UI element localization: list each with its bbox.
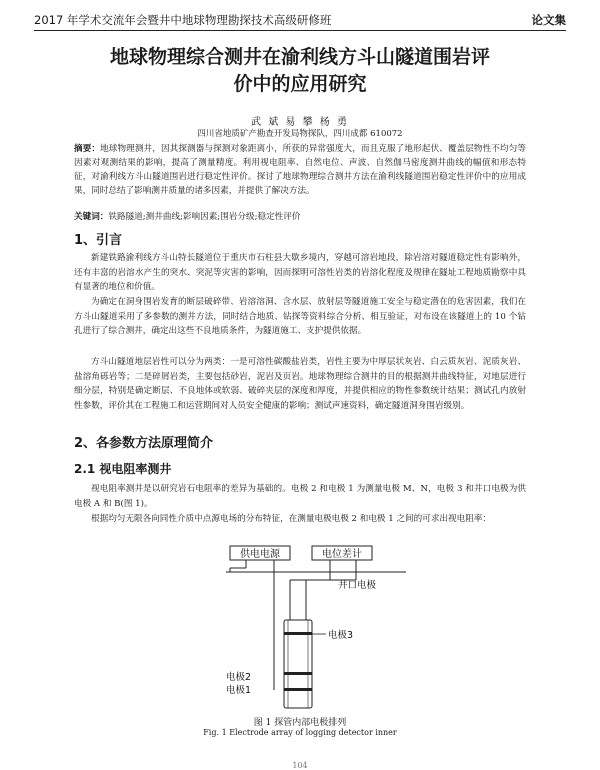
electrode-3-label: 电极3 xyxy=(328,630,354,641)
page-number: 104 xyxy=(292,761,308,770)
section-2-heading: 2、各参数方法原理简介 xyxy=(74,436,214,451)
section-1-paragraph-2: 为确定在洞身围岩发育的断层破碎带、岩溶溶洞、含水层、放射层等隧道施工安全与稳定潜在的危害因素，我们在方斗山隧道采用了多参数的测井方法，同时结合地质、钻探等资料综合分析、相互验证，对布设在该隧道上的 10 个钻孔进行了综合测井，确定出这些不良地质条件，为隧道施工、支护提供依据。 xyxy=(74,297,526,336)
abstract-text: 地球物理测井，因其探测器与探测对象距离小，所获的异常强度大，而且克服了地形起伏、覆盖层物性不均匀等因素对观测结果的影响，提高了测量精度。利用视电阻率、自然电位、声波、自然伽马密度测井曲线的幅值和形态特征，对渝利线方斗山隧道围岩进行稳定性评价。探讨了地球物理综合测井方法在渝利线隧道围岩稳定性评价中的应用成果，同时总结了影响测井质量的诸多因素，并提供了解决方法。 xyxy=(74,144,526,196)
section-2-1-paragraph-1: 视电阻率测井是以研究岩石电阻率的差异为基础的。电极 2 和电极 1 为测量电极 M、N，电极 3 和井口电极为供电极 A 和 B(图 1)。 xyxy=(74,484,526,509)
keywords-text: 铁路隧道;测井曲线;影响因素;围岩分级;稳定性评价 xyxy=(108,212,301,222)
title-line-1: 地球物理综合测井在渝利线方斗山隧道围岩评 xyxy=(109,46,490,68)
well-electrode-label: 井口电极 xyxy=(338,580,377,591)
electrode-diagram xyxy=(226,540,406,718)
keywords-label: 关键词： xyxy=(74,212,109,222)
voltmeter-label: 电位差计 xyxy=(322,549,362,560)
authors: 武 斌 易 攀 杨 勇 xyxy=(251,117,349,128)
figure-caption-cn: 图 1 探管内部电极排列 xyxy=(253,718,347,728)
paper-title xyxy=(40,44,560,98)
section-1-heading: 1、引言 xyxy=(74,233,123,248)
figure-caption-en: Fig. 1 Electrode array of logging detector inner xyxy=(203,728,397,737)
electrode-2-label: 电极2 xyxy=(226,672,252,683)
section-2-1-paragraph-2: 根据均匀无限各向同性介质中点源电场的分布特征，在测量电极电极 2 和电极 1 之间的可求出视电阻率： xyxy=(91,514,491,524)
running-header xyxy=(34,10,566,31)
title-line-2: 价中的应用研究 xyxy=(233,73,367,95)
header-conference: 2017 年学术交流年会暨井中地球物理勘探技术高级研修班 xyxy=(34,13,332,27)
section-1-paragraph-3: 方斗山隧道地层岩性可以分为两类：一是可溶性碳酸盐岩类，岩性主要为中厚层状灰岩、白云质灰岩、泥质灰岩、盐溶角砾岩等；二是碎屑岩类，主要包括砂岩，泥岩及页岩。地球物理综合测井的目的根据测井曲线特征，对地层进行细分层，特别是确定断层、不良地体或软弱、破碎夹层的深度和厚度，并提供相应的物性参数统计结果；测试孔内放射性参数，评价其在工程施工和运营期间对人员安全健康的影响；测试声速资料，确定隧道洞身围岩级别。 xyxy=(74,357,526,411)
electrode-1-label: 电极1 xyxy=(226,685,252,696)
section-1-paragraph-1: 新建铁路渝利线方斗山特长隧道位于重庆市石柱县大歇乡境内，穿越可溶岩地段，除岩溶对隧道稳定性有影响外，还有丰富的岩溶水产生的突水、突泥等灾害的影响，因而探明可溶性岩类的岩溶化程度及规律在隧址工程地质勘察中具有显著的地位和价值。 xyxy=(74,253,526,292)
power-supply-label: 供电电源 xyxy=(240,549,280,560)
electrode-3-ring xyxy=(284,632,312,635)
affiliation: 四川省地质矿产勘查开发局物探队，四川成都 610072 xyxy=(197,129,403,139)
section-2-1-heading: 2.1 视电阻率测井 xyxy=(74,462,172,476)
abstract-label: 摘要： xyxy=(74,144,101,154)
electrode-2-ring xyxy=(284,672,312,675)
electrode-1-ring xyxy=(284,688,312,691)
header-collection: 论文集 xyxy=(531,13,566,27)
abstract xyxy=(74,142,526,198)
keywords xyxy=(74,210,526,224)
